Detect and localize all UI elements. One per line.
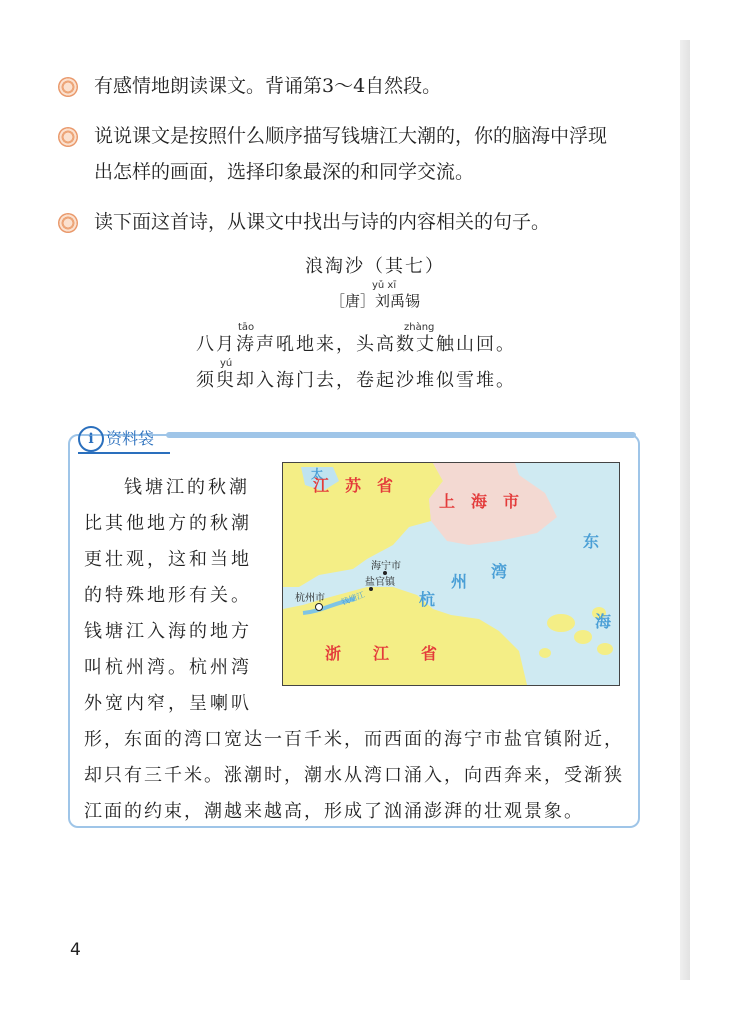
reference-full-line: 形，东面的湾口宽达一百千米，而西面的海宁市盐官镇附近， (84, 729, 624, 750)
book-spine-shadow (680, 40, 690, 980)
reference-full-line: 江面的约束，潮越来越高，形成了汹涌澎湃的壮观景象。 (84, 801, 584, 822)
poem-line-1-pinyin-tao: tāo (238, 322, 255, 333)
island (539, 648, 551, 658)
poem-author: ［唐］刘禹锡 (329, 292, 420, 310)
lake-tai-label: 太 (311, 467, 324, 481)
island (597, 643, 613, 655)
island (574, 630, 592, 644)
bay-label-3: 湾 (491, 562, 508, 581)
zhejiang-label: 浙 江 省 (325, 644, 438, 663)
bullet-icon (58, 77, 78, 97)
east-sea-label-2: 海 (595, 612, 612, 631)
hangzhou-label: 杭州市 (295, 593, 325, 604)
island (547, 614, 575, 632)
reference-side-line: 叫杭州湾。杭州湾 (84, 657, 252, 678)
page-number: 4 (70, 940, 81, 960)
shanghai-label: 上 海 市 (439, 492, 520, 511)
poem-line-1: 八月涛声吼地来，头高数丈触山回。 (196, 334, 516, 355)
reference-side-line: 外宽内窄，呈喇叭 (84, 693, 252, 714)
question-2-line-2: 出怎样的画面，选择印象最深的和同学交流。 (94, 161, 475, 183)
info-bag-icon: i (78, 426, 104, 452)
hangzhou-marker (315, 603, 323, 611)
reference-side-line: 钱塘江的秋潮 (124, 477, 250, 498)
reference-side-line: 比其他地方的秋潮 (84, 513, 252, 534)
reference-side-line: 的特殊地形有关。 (84, 585, 252, 606)
yanguan-label: 盐官镇 (365, 577, 395, 588)
question-1-text: 有感情地朗读课文。背诵第3～4自然段。 (94, 75, 442, 97)
haining-label: 海宁市 (371, 561, 401, 572)
question-3 (62, 204, 550, 240)
question-3-text: 读下面这首诗，从课文中找出与诗的内容相关的句子。 (94, 211, 551, 233)
poem-line-2-pinyin-yu: yú (220, 358, 233, 369)
poem-line-2: 须臾却入海门去，卷起沙堆似雪堆。 (196, 370, 516, 391)
poem-title: 浪淘沙（其七） (305, 256, 445, 277)
reference-label: 资料袋 (106, 429, 155, 448)
reference-side-line: 更壮观，这和当地 (84, 549, 252, 570)
question-1 (62, 68, 441, 104)
east-sea-label-1: 东 (583, 532, 600, 551)
author-pinyin: yǔ xī (372, 280, 397, 291)
hangzhou-bay-map (282, 462, 620, 686)
reference-underline (78, 452, 170, 454)
qiantang-river-label: 钱塘江 (340, 590, 366, 607)
poem-line-1-pinyin-zhang: zhàng (404, 322, 435, 333)
jiangsu-label: 江 苏 省 (313, 476, 394, 495)
reference-side-line: 钱塘江入海的地方 (84, 621, 252, 642)
reference-panel-top-bar (166, 432, 636, 438)
reference-full-line: 却只有三千米。涨潮时，潮水从湾口涌入，向西奔来，受渐狭 (84, 765, 624, 786)
bullet-icon (58, 127, 78, 147)
question-2-line-1: 说说课文是按照什么顺序描写钱塘江大潮的，你的脑海中浮现 (94, 125, 608, 147)
bay-label-2: 州 (451, 572, 468, 591)
question-2 (62, 118, 607, 190)
bullet-icon (58, 213, 78, 233)
bay-label-1: 杭 (419, 590, 436, 609)
